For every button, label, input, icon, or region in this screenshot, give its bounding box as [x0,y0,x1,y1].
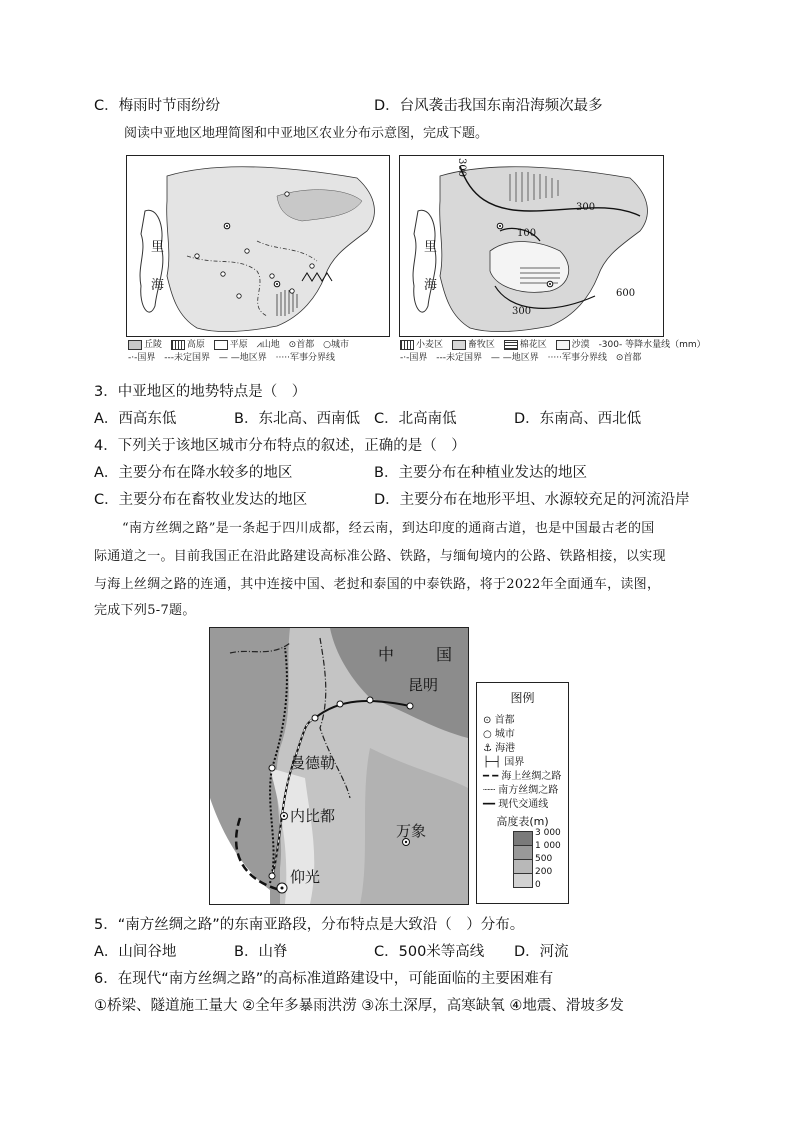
legend-region-border: — —地区界 [218,353,267,363]
q5-option-a[interactable]: A．山间谷地 [94,944,177,960]
elevation-title: 高度表(m) [496,815,549,828]
legend-southern-route: ┈┈ 南方丝绸之路 [483,785,559,796]
naypyidaw-label: 内比都 [290,807,336,825]
desert-region [490,242,569,293]
legend-military-line: ·····军事分界线 [547,353,607,363]
map1-legend-row2 [128,352,341,364]
central-asia-terrain-map [126,155,390,337]
legend-seaport: ⚓ 海港 [483,743,516,754]
q4-option-b[interactable]: B．主要分布在种植业发达的地区 [374,465,587,481]
plain-region [167,167,375,332]
legend-undetermined-border: ---未定国界 [436,353,483,363]
q4-options-row1 [94,463,714,483]
q4-option-c[interactable]: C．主要分布在畜牧业发达的地区 [94,492,308,508]
map2-legend-row2 [400,352,647,364]
q3-option-c[interactable]: C．北高南低 [374,411,457,427]
legend-capital: ⊙首都 [288,340,315,350]
legend-undetermined-border: ---未定国界 [164,353,211,363]
terrain-map-graphic [127,156,389,336]
southern-silk-road-map [209,627,469,905]
kunming-label: 昆明 [408,676,439,694]
legend-region-border: — —地区界 [490,353,539,363]
elevation-value: 0 [535,880,541,890]
q3-options [94,409,714,429]
elevation-value: 200 [535,867,553,877]
legend-plateau: 高原 [171,339,205,351]
city-icon: ○ [483,729,492,740]
elevation-scale [513,831,533,888]
q4-option-d[interactable]: D．主要分布在地形平坦、水源较充足的河流沿岸 [374,492,690,508]
agriculture-map-graphic [400,156,663,336]
legend-capital: ⊙首都 [615,353,642,363]
legend-military-line: ·····军事分界线 [275,353,335,363]
legend-capital: ⊙ 首都 [483,715,515,726]
isohyet-label-600: 600 [616,288,636,299]
intro-central-asia: 阅读中亚地区地理简图和中亚地区农业分布示意图，完成下题。 [124,126,489,141]
q3-option-b[interactable]: B．东北高、西南低 [234,411,360,427]
legend-border: ├─┤ 国界 [483,757,525,768]
map1-legend-row1 [128,339,355,351]
elevation-swatch-1000 [513,846,533,860]
intro-silk-road-line2: 际通道之一。目前我国正在沿此路建设高标准公路、铁路，与缅甸境内的公路、铁路相接，以实现 [94,549,666,564]
sea-label-1: 里 [424,240,438,255]
isohyet-label-300-top: 300 [456,157,468,178]
q5-option-b[interactable]: B．山脊 [234,944,288,960]
isohyet-label-100: 100 [517,228,537,239]
legend-national-border: -·-国界 [128,353,156,363]
china-label-1: 中 [378,645,395,664]
q5-stem: 5．“南方丝绸之路”的东南亚路段，分布特点是大致沿（ ）分布。 [94,917,525,933]
china-label-2: 国 [436,645,453,664]
legend-city: ○城市 [323,340,349,350]
dotted-line-icon: ┈┈ [483,785,496,796]
intro-silk-road-line4: 完成下列5-7题。 [94,603,196,618]
legend-plain: 平原 [214,339,248,351]
yangon-label: 仰光 [290,868,321,886]
legend-hill: 丘陵 [128,339,162,351]
silk-road-legend [476,682,569,904]
legend-modern-transport: ━━ 现代交通线 [483,799,549,810]
isohyet-label-300-bottom: 300 [512,306,532,317]
capital-icon: ⊙ [483,715,492,726]
silk-road-map-graphic [210,628,468,904]
legend-mountain: ⩘山地 [256,340,280,350]
legend-maritime-route: ━ ━ 海上丝绸之路 [483,771,562,782]
elevation-value: 3 000 [535,828,561,838]
q6-items: ①桥梁、隧道施工量大 ②全年多暴雨洪涝 ③冻土深厚，高寒缺氧 ④地震、滑坡多发 [94,998,624,1014]
dashed-line-icon: ━ ━ [483,771,499,782]
elevation-swatch-3000 [513,831,533,846]
legend-national-border: -·-国界 [400,353,428,363]
sea-label-2: 海 [424,278,438,293]
legend-desert: 沙漠 [556,339,590,351]
q2-option-c: C．梅雨时节雨纷纷 [94,98,221,114]
q6-stem: 6．在现代“南方丝绸之路”的高标准道路建设中，可能面临的主要困难有 [94,971,554,987]
mandalay-label: 曼德勒 [290,754,336,772]
central-asia-agriculture-map [399,155,664,337]
isohyet-label-300-right: 300 [576,202,596,213]
sea-label-2: 海 [151,278,165,293]
q5-options [94,942,714,962]
border-icon: ├─┤ [483,757,502,768]
intro-silk-road-line3: 与海上丝绸之路的连通，其中连接中国、老挝和泰国的中泰铁路，将于2022年全面通车，读图， [94,577,661,592]
q5-option-c[interactable]: C．500米等高线 [374,944,485,960]
q4-stem: 4．下列关于该地区城市分布特点的叙述，正确的是（ ） [94,438,466,454]
legend-pasture: 畜牧区 [452,339,495,351]
q4-options-row2 [94,490,714,510]
elevation-swatch-500 [513,860,533,874]
q2-option-d: D．台风袭击我国东南沿海频次最多 [374,98,603,114]
elevation-value: 500 [535,854,553,864]
q3-stem: 3．中亚地区的地势特点是（ ） [94,384,307,400]
legend-title: 图例 [510,691,535,705]
seaport-marker [277,883,287,893]
intro-silk-road-line1: “南方丝绸之路”是一条起于四川成都，经云南，到达印度的通商古道，也是中国最古老的国 [122,521,655,536]
legend-city: ○ 城市 [483,729,515,740]
caspian-sea [413,210,436,312]
q4-option-a[interactable]: A．主要分布在降水较多的地区 [94,465,293,481]
elevation-values [535,827,561,892]
legend-isohyet: -300- 等降水量线（mm） [598,340,706,350]
q3-option-d[interactable]: D．东南高、西北低 [514,411,642,427]
legend-wheat: 小麦区 [400,339,443,351]
caspian-sea [140,210,163,312]
solid-line-icon: ━━ [483,799,496,810]
anchor-icon: ⚓ [483,743,492,754]
q3-option-a[interactable]: A．西高东低 [94,411,177,427]
elevation-value: 1 000 [535,841,561,851]
map2-legend-row1 [400,339,712,351]
vientiane-label: 万象 [396,822,427,840]
sea-label-1: 里 [151,240,165,255]
elevation-swatch-200 [513,874,533,888]
legend-cotton: 棉花区 [504,339,547,351]
q5-option-d[interactable]: D．河流 [514,944,569,960]
